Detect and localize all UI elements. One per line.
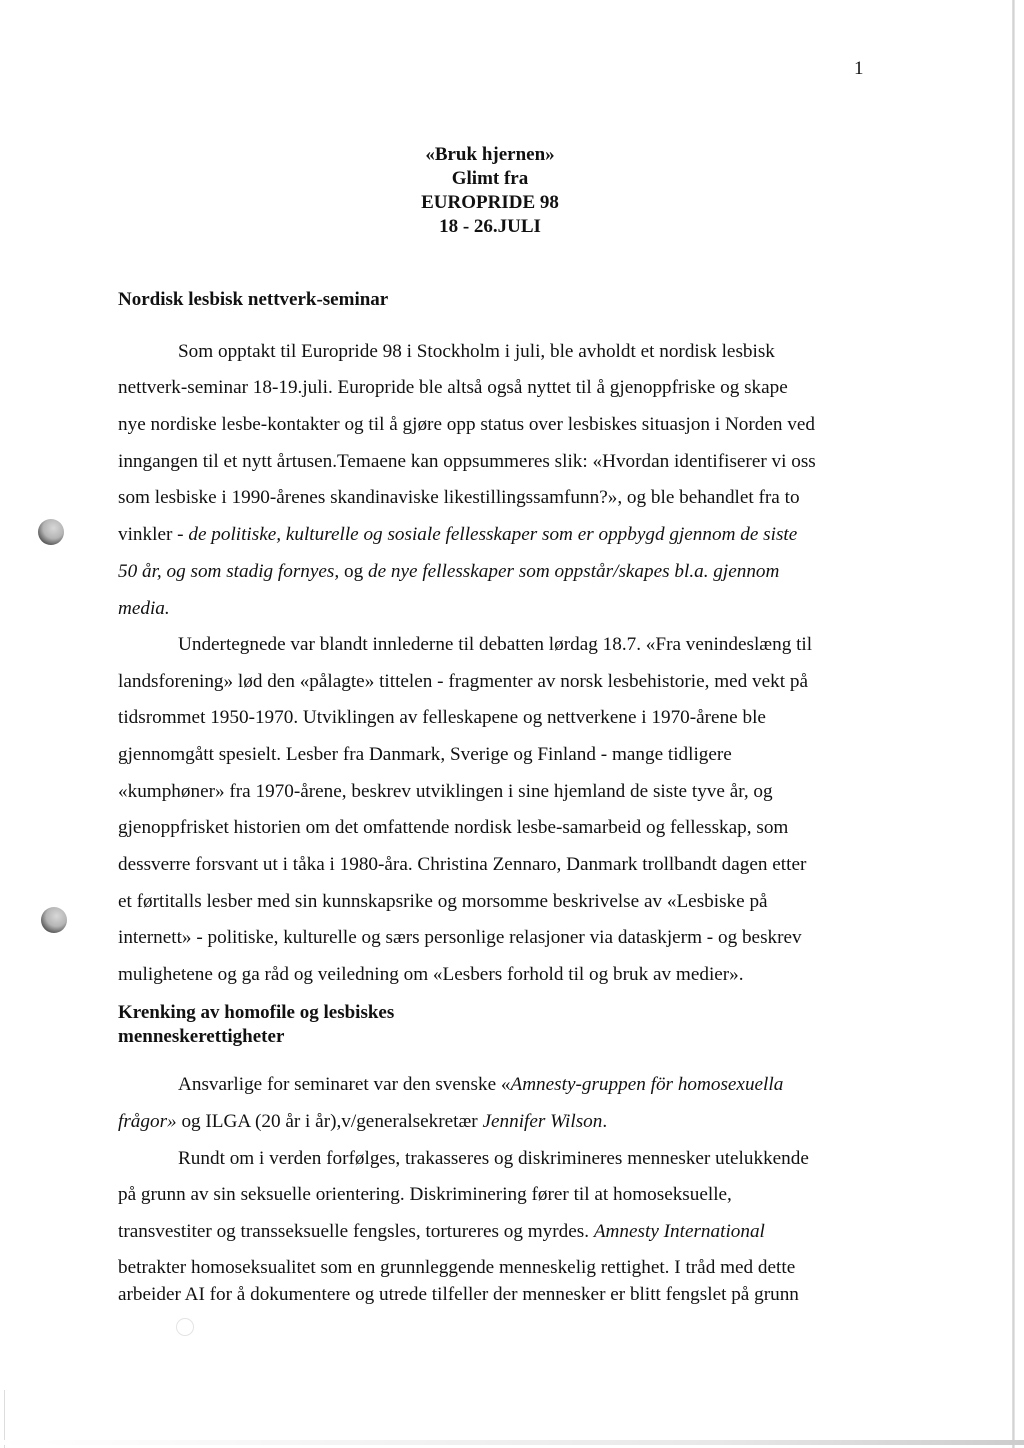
text-line: Som opptakt til Europride 98 i Stockholm i juli, ble avholdt et nordisk lesbisk	[178, 341, 775, 362]
title-line: Glimt fra	[451, 168, 529, 189]
text-line: inngangen til et nytt årtusen.Temaene kan oppsummeres slik: «Hvordan identifiserer vi oss	[118, 451, 816, 472]
section-heading: Nordisk lesbisk nettverk-seminar	[118, 289, 389, 310]
text-line: mulighetene og ga råd og veiledning om «Lesbers forhold til og bruk av medier».	[118, 964, 744, 985]
text-line	[118, 560, 779, 584]
page-number: 1	[854, 58, 864, 79]
text-run: transvestiter og transseksuelle fengsles, tortureres og myrdes.	[118, 1221, 594, 1242]
text-run: og	[339, 561, 368, 582]
text-line	[118, 1110, 607, 1134]
text-line	[118, 523, 797, 547]
text-line: gjennomgått spesielt. Lesber fra Danmark, Sverige og Finland - mange tidligere	[118, 744, 732, 765]
italic-run: Jennifer Wilson	[482, 1111, 603, 1132]
text-run: vinkler -	[118, 524, 189, 545]
italic-run: de nye fellesskaper som oppstår/skapes bl.a. gjennom	[367, 561, 780, 582]
text-line	[118, 1220, 765, 1244]
italic-run: Amnesty International	[593, 1221, 765, 1242]
text-line: Undertegnede var blandt innlederne til debatten lørdag 18.7. «Fra venindeslæng til	[178, 634, 813, 655]
text-line: gjenoppfrisket historien om det omfattende nordisk lesbe-samarbeid og fellesskap, som	[118, 817, 789, 838]
scan-mark-icon	[176, 1318, 194, 1336]
punch-hole-icon	[41, 907, 67, 933]
text-run: Ansvarlige for seminaret var den svenske «	[178, 1074, 511, 1095]
title-line: «Bruk hjernen»	[425, 144, 555, 165]
text-line: «kumphøner» fra 1970-årene, beskrev utviklingen i sine hjemland de siste tyve år, og	[118, 781, 773, 802]
text-line: nettverk-seminar 18-19.juli. Europride ble altså også nyttet til å gjenoppfriske og skape	[118, 377, 788, 398]
text-line: som lesbiske i 1990-årenes skandinaviske likestillingssamfunn?», og ble behandlet fra to	[118, 487, 800, 508]
title-line: EUROPRIDE 98	[421, 192, 559, 213]
text-line: landsforening» lød den «pålagte» tittelen - fragmenter av norsk lesbehistorie, med vekt på	[118, 671, 809, 692]
italic-run: 50 år, og som stadig fornyes,	[118, 561, 340, 582]
text-line: et førtitalls lesber med sin kunnskapsrike og morsomme beskrivelse av «Lesbiske på	[118, 891, 768, 912]
text-line: dessverre forsvant ut i tåka i 1980-åra. Christina Zennaro, Danmark trollbandt dagen etter	[118, 854, 807, 875]
section-heading: Krenking av homofile og lesbiskes	[118, 1002, 395, 1023]
text-line: internett» - politiske, kulturelle og særs personlige relasjoner via dataskjerm - og beskrev	[118, 927, 802, 948]
text-line	[178, 1073, 783, 1097]
text-line: Rundt om i verden forfølges, trakasseres og diskrimineres mennesker utelukkende	[178, 1148, 809, 1169]
text-line: arbeider AI for å dokumentere og utrede tilfeller der mennesker er blitt fengslet på grunn	[118, 1284, 799, 1305]
italic-run: de politiske, kulturelle og sosiale fellesskaper som er oppbygd gjennom de siste	[188, 524, 798, 545]
text-line: media.	[118, 598, 170, 619]
title-line: 18 - 26.JULI	[439, 216, 541, 237]
text-line: tidsrommet 1950-1970. Utviklingen av felleskapene og nettverkene i 1970-årene ble	[118, 707, 766, 728]
italic-run: frågor»	[118, 1111, 177, 1132]
text-run: og ILGA (20 år i år),v/generalsekretær	[176, 1111, 483, 1132]
punch-hole-icon	[38, 519, 64, 545]
text-line: på grunn av sin seksuelle orientering. Diskriminering fører til at homoseksuelle,	[118, 1184, 732, 1205]
document-title	[400, 143, 580, 239]
page-edge-bottom	[0, 1440, 1024, 1445]
text-run: .	[602, 1111, 608, 1132]
page-edge-right	[1012, 0, 1015, 1448]
italic-run: Amnesty-gruppen för homosexuella	[510, 1074, 784, 1095]
text-line: nye nordiske lesbe-kontakter og til å gjøre opp status over lesbiskes situasjon i Norden ved	[118, 414, 815, 435]
section-heading: menneskerettigheter	[118, 1026, 285, 1047]
text-line: betrakter homoseksualitet som en grunnleggende menneskelig rettighet. I tråd med dette	[118, 1257, 796, 1278]
